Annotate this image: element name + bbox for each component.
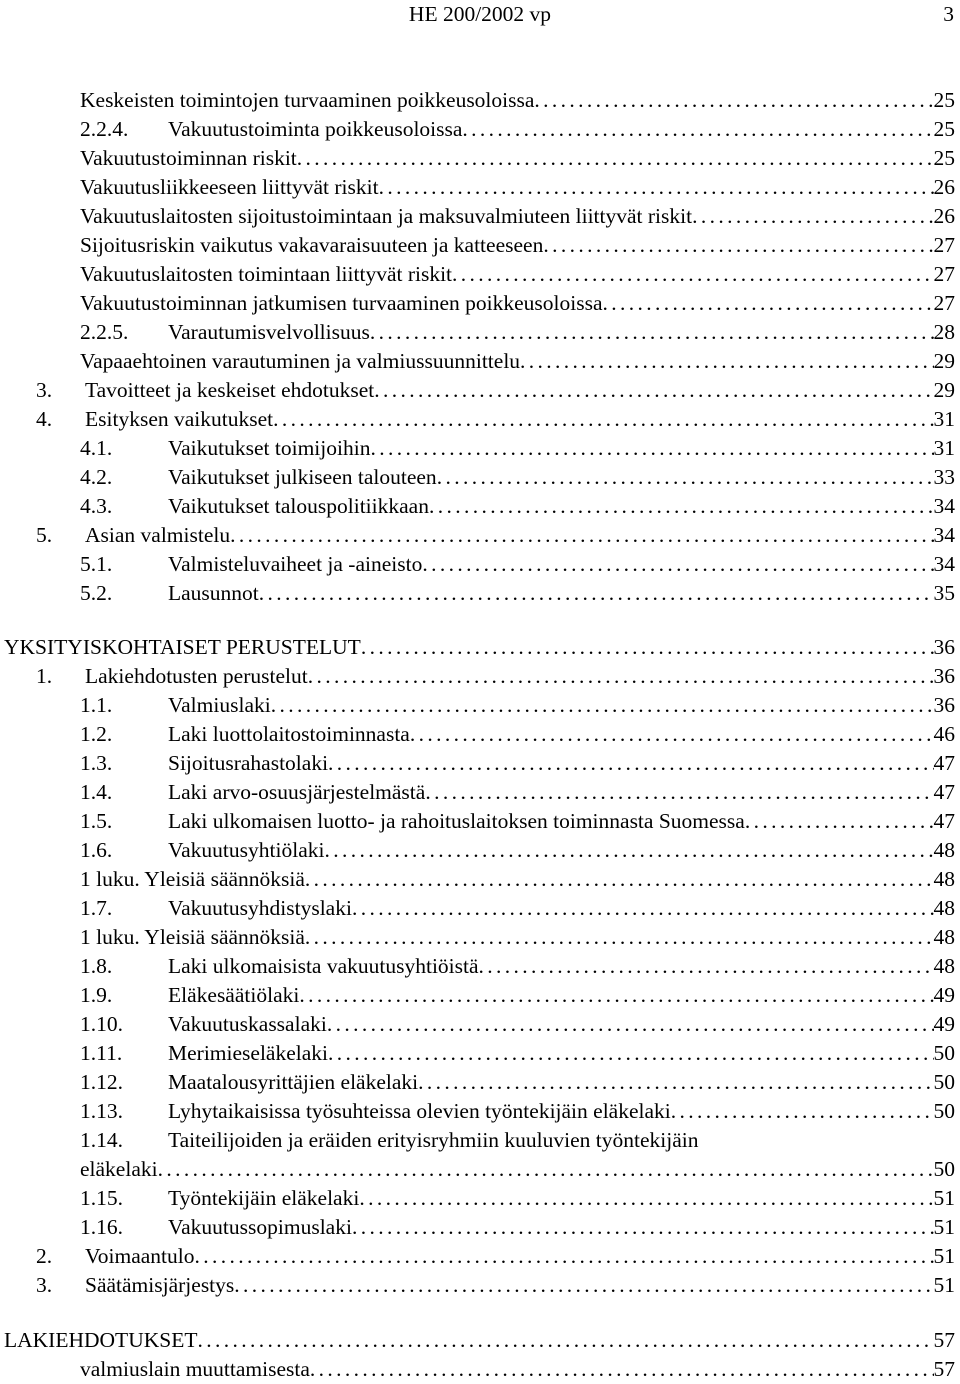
toc-entry-text: Vapaaehtoinen varautuminen ja valmiussuunnittelu [80,349,521,373]
toc-entry[interactable] [0,1355,960,1384]
toc-entry-text: Vakuutuslaitosten toimintaan liittyvät riskit [80,262,453,286]
toc-entry[interactable] [0,923,960,952]
toc-entry-page: 48 [933,954,955,978]
dot-leader [462,115,933,144]
toc-entry-page: 47 [933,751,955,775]
toc-entry[interactable] [0,376,960,405]
toc-entry[interactable] [0,173,960,202]
toc-entry-text: Vakuutustoiminta poikkeusoloissa [168,117,463,141]
toc-entry-number: 1.7. [80,896,113,920]
toc-entry[interactable] [0,981,960,1010]
toc-entry[interactable] [0,579,960,608]
toc-entry-number: 5.1. [80,552,113,576]
dot-leader [359,1184,933,1213]
toc-entry-number: 1.16. [80,1215,123,1239]
toc-entry-page: 51 [933,1244,955,1268]
toc-entry-page: 29 [933,378,955,402]
toc-entry-text: Vakuutusyhtiölaki [168,838,325,862]
toc-entry-number: 4.3. [80,494,113,518]
toc-entry-page: 50 [933,1099,955,1123]
toc-entry-text: Vakuutusliikkeeseen liittyvät riskit [80,175,379,199]
toc-entry-page: 27 [933,262,955,286]
toc-entry-text: Vakuutustoiminnan jatkumisen turvaaminen poikkeusoloissa [80,291,603,315]
toc-entry-text: 1 luku. Yleisiä säännöksiä [80,867,305,891]
toc-entry-number: 1.11. [80,1041,123,1065]
toc-entry[interactable] [0,865,960,894]
toc-entry-text: Eläkesäätiölaki [168,983,300,1007]
toc-entry-page: 48 [933,838,955,862]
toc-entry[interactable] [0,1213,960,1242]
toc-entry-text: Voimaantulo [85,1244,195,1268]
toc-entry-number: 1.10. [80,1012,123,1036]
toc-entry-number: 1.9. [80,983,113,1007]
toc-entry-page: 48 [933,867,955,891]
toc-entry[interactable] [0,260,960,289]
toc-entry[interactable] [0,86,960,115]
toc-entry[interactable] [0,691,960,720]
dot-leader [324,836,933,865]
toc-entry[interactable] [0,492,960,521]
toc-entry[interactable] [0,202,960,231]
toc-entry-page: 49 [933,983,955,1007]
dot-leader [425,778,933,807]
toc-entry-number: 4.2. [80,465,113,489]
dot-leader [299,981,933,1010]
toc-entry-page: 50 [933,1070,955,1094]
dot-leader [745,807,934,836]
dot-leader [352,1213,934,1242]
toc-entry[interactable] [0,434,960,463]
toc-entry-number: 1.13. [80,1099,123,1123]
toc-entry-text: Vakuutuslaitosten sijoitustoimintaan ja maksuvalmiuteen liittyvät riskit [80,204,693,228]
dot-leader [418,1068,933,1097]
dot-leader [422,550,933,579]
toc-entry-page: 25 [933,88,955,112]
toc-entry-text: Asian valmistelu [85,523,231,547]
dot-leader [271,691,934,720]
toc-entry[interactable] [0,1242,960,1271]
toc-entry[interactable] [0,550,960,579]
toc-entry[interactable] [0,894,960,923]
toc-entry-text: Laki ulkomaisen luotto- ja rahoituslaitoksen toiminnasta Suomessa [168,809,745,833]
dot-leader [327,1010,934,1039]
toc-entry-number: 1.12. [80,1070,123,1094]
toc-entry-number: 2.2.4. [80,117,129,141]
toc-entry-page: 29 [933,349,955,373]
toc-entry-number: 1.4. [80,780,113,804]
toc-entry[interactable] [0,405,960,434]
toc-entry-text: Sijoitusriskin vaikutus vakavaraisuuteen ja katteeseen [80,233,544,257]
toc-entry-page: 26 [933,175,955,199]
toc-entry-page: 25 [933,146,955,170]
dot-leader [194,1242,933,1271]
toc-section-heading[interactable] [0,633,960,662]
toc-entry-page: 25 [933,117,955,141]
toc-entry-number: 1.3. [80,751,113,775]
toc-entry-page: 51 [933,1215,955,1239]
toc-entry[interactable] [0,1184,960,1213]
toc-entry-page: 48 [933,896,955,920]
toc-entry-text: Sijoitusrahastolaki [168,751,329,775]
page-header [0,0,960,30]
toc-entry-page: 26 [933,204,955,228]
dot-leader [379,173,934,202]
toc-entry-number: 4.1. [80,436,113,460]
dot-leader [603,289,934,318]
toc-entry[interactable] [0,662,960,691]
toc-entry[interactable] [0,521,960,550]
toc-entry-page: 27 [933,291,955,315]
toc-entry-text: Taiteilijoiden ja eräiden erityisryhmiin kuuluvien työntekijäin [168,1128,699,1152]
toc-entry-number: 3. [36,1273,53,1297]
dot-leader [328,1039,934,1068]
toc-entry-page: 28 [933,320,955,344]
toc-entry-number: 1.6. [80,838,113,862]
toc-entry-text: Maatalousyrittäjien eläkelaki [168,1070,419,1094]
dot-leader [310,1355,934,1384]
toc-entry-text: Vakuutussopimuslaki [168,1215,352,1239]
toc-entry[interactable] [0,144,960,173]
toc-entry-text: Vakuutusyhdistyslaki [168,896,352,920]
toc-entry-page: 36 [933,635,955,659]
dot-leader [452,260,933,289]
toc-entry-page: 51 [933,1186,955,1210]
document-title: HE 200/2002 vp [408,2,552,26]
toc-entry-text: Työntekijäin eläkelaki [168,1186,360,1210]
toc-entry[interactable] [0,1097,960,1126]
toc-entry-page: 33 [933,465,955,489]
dot-leader [437,463,934,492]
toc-entry-text: Lausunnot [168,581,259,605]
toc-entry-text: Lyhytaikaisissa työsuhteissa olevien työntekijäin eläkelaki [168,1099,671,1123]
toc-entry[interactable] [0,231,960,260]
dot-leader [410,720,934,749]
toc-entry-number: 2. [36,1244,53,1268]
dot-leader [308,662,934,691]
toc-entry[interactable] [0,1271,960,1300]
toc-entry-page: 36 [933,664,955,688]
toc-entry-text: Keskeisten toimintojen turvaaminen poikkeusoloissa [80,88,535,112]
dot-leader [479,952,934,981]
toc-entry-text: Vaikutukset toimijoihin [168,436,371,460]
toc-entry[interactable] [0,1126,960,1155]
toc-entry-page: 47 [933,809,955,833]
dot-leader [197,1326,933,1355]
toc-entry-number: 1.2. [80,722,113,746]
toc-entry[interactable] [0,807,960,836]
toc-entry-text: Säätämisjärjestys [85,1273,235,1297]
toc-entry-number: 1. [36,664,53,688]
toc-entry-number: 2.2.5. [80,320,129,344]
toc-entry-text: LAKIEHDOTUKSET [4,1328,198,1352]
toc-entry-text: Laki ulkomaisista vakuutusyhtiöistä [168,954,479,978]
dot-leader [352,894,934,923]
dot-leader [671,1097,934,1126]
toc-entry-number: 4. [36,407,53,431]
dot-leader [520,347,933,376]
toc-entry[interactable] [0,1068,960,1097]
toc-entry-text: Lakiehdotusten perustelut [85,664,308,688]
dot-leader [534,86,933,115]
toc-entry-page: 50 [933,1157,955,1181]
toc-entry-number: 1.15. [80,1186,123,1210]
toc-entry-text: Merimieseläkelaki [168,1041,328,1065]
toc-entry[interactable] [0,463,960,492]
toc-entry[interactable] [0,347,960,376]
toc-entry-text: valmiuslain muuttamisesta [80,1357,310,1381]
toc-entry[interactable] [0,1010,960,1039]
toc-entry-number: 5.2. [80,581,113,605]
toc-entry[interactable] [0,1155,960,1184]
toc-entry-page: 48 [933,925,955,949]
dot-leader [234,1271,933,1300]
toc-entry-text: Varautumisvelvollisuus [168,320,370,344]
toc-entry[interactable] [0,289,960,318]
dot-leader [370,434,933,463]
toc-entry[interactable] [0,115,960,144]
toc-entry-page: 51 [933,1273,955,1297]
toc-entry-text: Vakuutustoiminnan riskit [80,146,297,170]
toc-entry-text: Laki arvo-osuusjärjestelmästä [168,780,426,804]
toc-entry-number: 1.1. [80,693,113,717]
page-number: 3 [943,2,954,26]
toc-entry-page: 35 [933,581,955,605]
dot-leader [230,521,933,550]
toc-entry[interactable] [0,1039,960,1068]
toc-entry-page: 50 [933,1041,955,1065]
dot-leader [273,405,933,434]
toc-entry-text: Valmiuslaki [168,693,271,717]
toc-entry-page: 57 [933,1328,955,1352]
toc-entry-number: 1.5. [80,809,113,833]
dot-leader [374,376,933,405]
dot-leader [543,231,933,260]
toc-entry-text: Vaikutukset julkiseen talouteen [168,465,437,489]
dot-leader [259,579,934,608]
toc-entry-text: Esityksen vaikutukset [85,407,274,431]
toc-entry-page: 34 [933,552,955,576]
toc-entry-text: Valmisteluvaiheet ja -aineisto [168,552,423,576]
toc-entry-page: 31 [933,407,955,431]
toc-entry-number: 1.8. [80,954,113,978]
dot-leader [158,1155,934,1184]
toc-entry-text: 1 luku. Yleisiä säännöksiä [80,925,305,949]
toc-entry-number: 3. [36,378,53,402]
toc-entry-page: 57 [933,1357,955,1381]
dot-leader [692,202,933,231]
toc-entry[interactable] [0,836,960,865]
toc-entry[interactable] [0,952,960,981]
toc-entry-page: 27 [933,233,955,257]
toc-entry[interactable] [0,778,960,807]
toc-entry-text: Laki luottolaitostoiminnasta [168,722,410,746]
toc-entry-page: 36 [933,693,955,717]
dot-leader [429,492,934,521]
toc-entry-text: eläkelaki [80,1157,158,1181]
dot-leader [297,144,934,173]
toc-entry-page: 46 [933,722,955,746]
toc-entry-page: 34 [933,494,955,518]
toc-entry-text: YKSITYISKOHTAISET PERUSTELUT [4,635,361,659]
toc-entry-text: Tavoitteet ja keskeiset ehdotukset [85,378,375,402]
dot-leader [305,923,934,952]
toc-entry-page: 34 [933,523,955,547]
toc-entry-page: 47 [933,780,955,804]
dot-leader [370,318,934,347]
toc-entry-number: 5. [36,523,53,547]
dot-leader [305,865,934,894]
toc-section-heading[interactable] [0,1326,960,1355]
toc-entry-page: 49 [933,1012,955,1036]
toc-entry-text: Vakuutuskassalaki [168,1012,327,1036]
toc-entry[interactable] [0,749,960,778]
dot-leader [361,633,934,662]
toc-entry[interactable] [0,720,960,749]
dot-leader [328,749,933,778]
toc-entry-number: 1.14. [80,1128,123,1152]
toc-entry-text: Vaikutukset talouspolitiikkaan [168,494,429,518]
toc-entry[interactable] [0,318,960,347]
toc-entry-page: 31 [933,436,955,460]
